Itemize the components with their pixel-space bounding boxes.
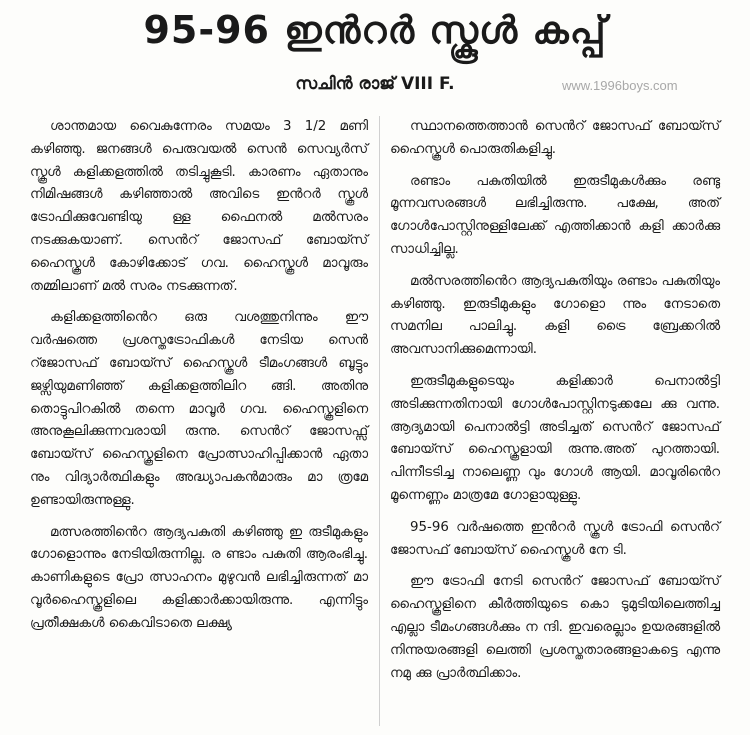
right-column: [390, 116, 720, 694]
paragraph: ഈ ട്രോഫി നേടി സെൻറ് ജോസഫ് ബോയ്സ് ഹൈസ്കൂളിനെ കീർത്തിയുടെ കൊ ടുമുടിയിലെത്തിച്ച എല്ലാ ടീമംഗങ്ങൾക്കും ന ന്ദി. ഇവരെല്ലാം ഉയരങ്ങളിൽ നിന്നുയരങ്ങളി ലെത്തി പ്രശസ്തതാരങ്ങളാകട്ടെ എന്നു നമു ക്കു പ്രാർത്ഥിക്കാം.: [390, 574, 720, 681]
page-title: 95-96 ഇൻറർ സ്കൂൾ കപ്പ്: [143, 8, 607, 52]
paragraph: ഇരുടീമുകളുടെയും കളിക്കാർ പെനാൽട്ടി അടിക്കുന്നതിനായി ഗോൾപോസ്റ്റിനടുക്കലേ ക്കു വന്നു. ആദ്യമായി പെനാൽട്ടി അടിച്ചത് സെൻറ് ജോസഫ് ബോയ്സ് ഹൈസ്കൂളായി രുന്നു.അത് പുറത്തായി. പിന്നീടടിച്ച നാലെണ്ണ വും ഗോൾ ആയി. മാവൂരിൻെറ മൂന്നെണ്ണം മാത്രമേ ഗോളായുള്ളു.: [390, 373, 720, 503]
paragraph: മത്സരത്തിൻെറ ആദ്യപകുതി കഴിഞ്ഞു ഇ രുടീമുകളും ഗോളൊന്നും നേടിയിരുന്നില്ല. ര ണ്ടാം പകുതി ആരംഭിച്ചു. കാണികളുടെ പ്രോ ത്സാഹനം മുഴുവൻ ലഭിച്ചിരുന്നത് മാ വൂർഹൈസ്കൂളിലെ കളിക്കാർക്കായിരുന്നു. എന്നിട്ടും പ്രതീക്ഷകൾ കൈവിടാതെ ലക്ഷ്യ: [30, 524, 368, 631]
paragraph: കളിക്കളത്തിൻെറ ഒരു വശത്തുനിന്നും ഈ വർഷത്തെ പ്രശസ്തട്രോഫികൾ നേടിയ സെൻ റ്ജോസഫ് ബോയ്സ് ഹൈസ്കൂൾ ടീമംഗങ്ങൾ ബൂട്ടും ജഴ്സിയുമണിഞ്ഞ് കളിക്കളത്തിലിറ ങ്ങി. അതിനു തൊട്ടുപിറകിൽ തന്നെ മാവൂർ ഗവ. ഹൈസ്കൂളിനെ അനുകൂലിക്കുന്നവരായി രുന്നു. സെൻറ് ജോസഫ്സ് ബോയ്സ് ഹൈസ്കൂളിനെ പ്രോത്സാഹിപ്പിക്കാൻ ഏതാ നും വിദ്യാർത്ഥികളും അദ്ധ്യാപകൻമാരും മാ ത്രമേ ഉണ്ടായിരുന്നുള്ളു.: [30, 310, 368, 508]
paragraph: മൽസരത്തിൻെറ ആദ്യപകുതിയും രണ്ടാം പകുതിയും കഴിഞ്ഞു. ഇരുടീമുകളും ഗോളൊ ന്നും നേടാതെ സമനില പാലിച്ചു. കളി ട്രൈ ബ്രേക്കറിൽ അവസാനിക്കുമെന്നായി.: [390, 273, 720, 358]
author-byline: സചിൻ രാജ് VIII F.: [295, 74, 455, 94]
paragraph: ശാന്തമായ വൈകുന്നേരം സമയം 3 1/2 മണി കഴിഞ്ഞു. ജനങ്ങൾ പെരുവയൽ സെൻ സെവ്യർസ് സ്കൂൾ കളിക്കളത്തിൽ തടിച്ചുകൂടി. കാരണം ഏതാനും നിമിഷങ്ങൾ കഴിഞ്ഞാൽ അവിടെ ഇൻറർ സ്കൂൾ ട്രോഫിക്കുവേണ്ടിയു ള്ള ഫൈനൽ മൽസരം നടക്കുകയാണ്. സെൻറ് ജോസഫ് ബോയ്സ് ഹൈസ്കൂൾ കോഴിക്കോട് ഗവ. ഹൈസ്കൂൾ മാവൂരും തമ്മിലാണ് മൽ സരം നടക്കുന്നത്.: [30, 119, 368, 294]
watermark: www.1996boys.com: [562, 78, 678, 93]
left-column: [30, 116, 368, 645]
column-divider: [379, 116, 380, 726]
paragraph: 95-96 വർഷത്തെ ഇൻറർ സ്കൂൾ ട്രോഫി സെൻറ് ജോസഫ് ബോയ്സ് ഹൈസ്കൂൾ നേ ടി.: [390, 519, 720, 558]
paragraph: രണ്ടാം പകുതിയിൽ ഇരുടീമുകൾക്കും രണ്ടു മൂന്നവസരങ്ങൾ ലഭിച്ചിരുന്നു. പക്ഷേ, അത് ഗോൾപോസ്റ്റിനുള്ളിലേക്ക് എത്തിക്കാൻ കളി ക്കാർക്കു സാധിച്ചില്ല.: [390, 173, 720, 257]
paragraph: സ്ഥാനത്തെത്താൻ സെൻറ് ജോസഫ് ബോയ്സ് ഹൈസ്കൂൾ പൊരുതികളിച്ചു.: [390, 119, 720, 157]
